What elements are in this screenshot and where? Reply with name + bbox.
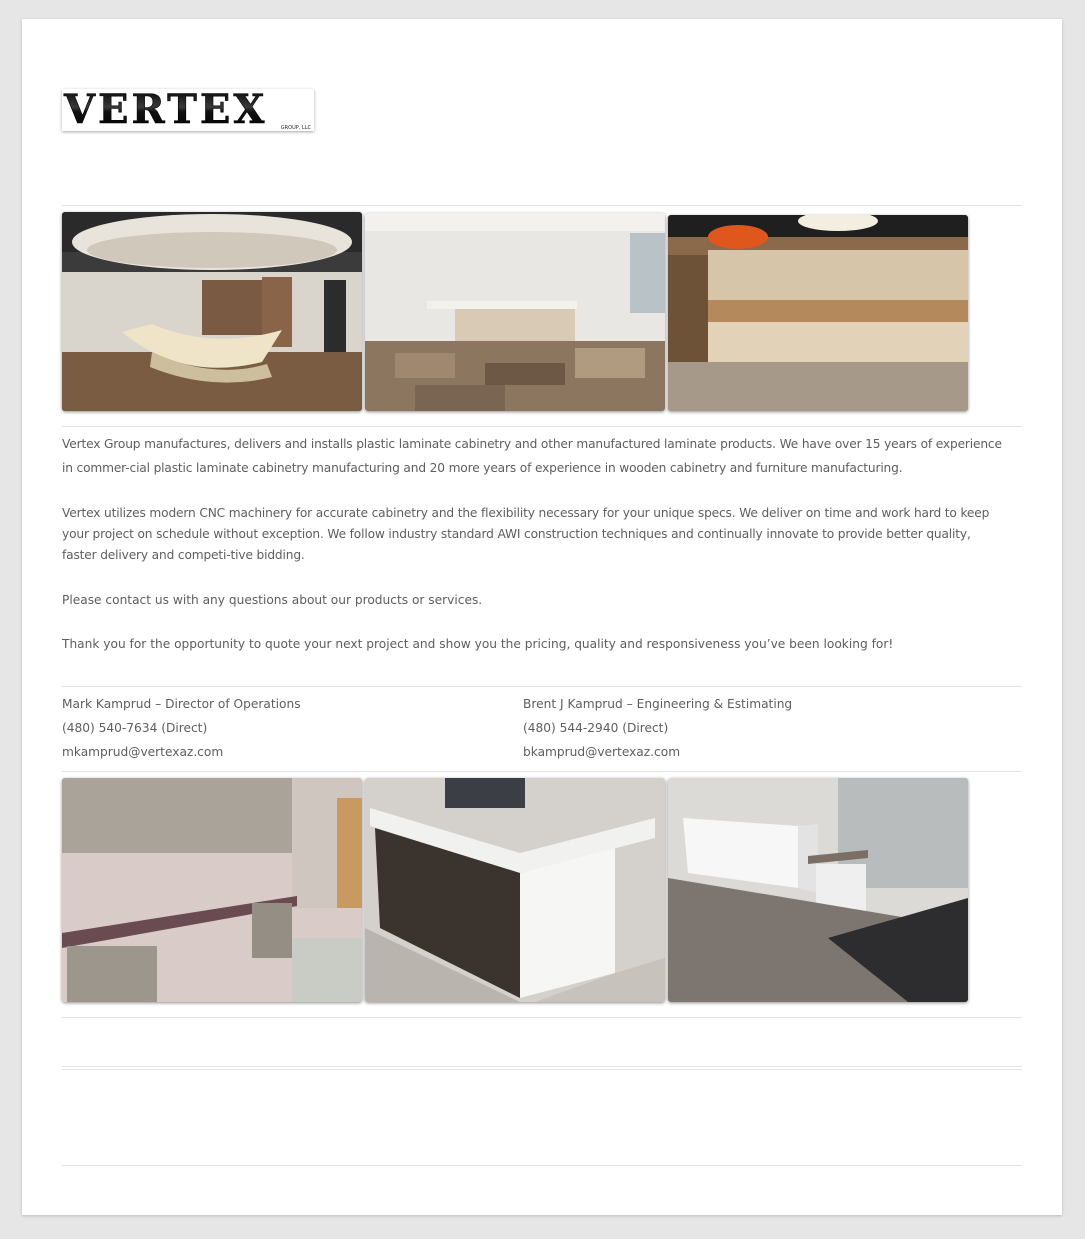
divider <box>62 1165 1022 1166</box>
about-paragraph-4: Thank you for the opportunity to quote your next project and show you the pricing, quality and responsiveness you’ve been looking for! <box>62 637 894 651</box>
contact-name: Mark Kamprud – Director of Operations <box>62 697 301 711</box>
about-paragraph-3: Please contact us with any questions about our products or services. <box>62 593 483 607</box>
logo-subtitle: GROUP, LLC <box>280 125 311 131</box>
contact-card-mark <box>62 692 301 764</box>
divider <box>62 205 1022 206</box>
contact-email[interactable]: mkamprud@vertexaz.com <box>62 745 224 759</box>
about-paragraph-2: Vertex utilizes modern CNC machinery for accurate cabinetry and the flexibility necessary for your unique specs. We deliver on time and work hard to keep your project on schedule without exception. We follow industry standard AWI construction techniques and continually innovate to provide better quality, faster delivery and competi-tive bidding. <box>62 506 990 562</box>
divider <box>62 1066 1022 1067</box>
contact-phone[interactable]: (480) 544-2940 (Direct) <box>523 721 669 735</box>
divider <box>62 426 1022 427</box>
breakroom-kitchen-photo[interactable] <box>668 215 968 411</box>
divider <box>62 1017 1022 1018</box>
white-reception-counter-photo[interactable] <box>668 778 968 1002</box>
contact-card-brent <box>523 692 792 764</box>
cabinet-wall-photo[interactable] <box>365 213 665 411</box>
divider <box>62 771 1022 772</box>
page-container <box>22 19 1062 1215</box>
divider <box>62 686 1022 687</box>
contact-name: Brent J Kamprud – Engineering & Estimating <box>523 697 793 711</box>
office-desk-cabinets-photo[interactable] <box>62 778 362 1002</box>
reception-desk-photo[interactable] <box>62 212 362 411</box>
glass-top-reception-photo[interactable] <box>365 778 665 1002</box>
logo-wordmark: VERTEX <box>64 89 268 131</box>
divider <box>62 1069 1022 1070</box>
vertex-logo[interactable] <box>62 89 314 131</box>
logo-graphic <box>62 89 314 131</box>
contact-email[interactable]: bkamprud@vertexaz.com <box>523 745 681 759</box>
about-paragraph-1: Vertex Group manufactures, delivers and installs plastic laminate cabinetry and other manufactured laminate products. We have over 15 years of experience in commer-cial plastic laminate cabinetry manufacturing and 20 more years of experience in wooden cabinetry and furniture manufacturing. <box>62 437 1002 475</box>
contact-phone[interactable]: (480) 540-7634 (Direct) <box>62 721 208 735</box>
